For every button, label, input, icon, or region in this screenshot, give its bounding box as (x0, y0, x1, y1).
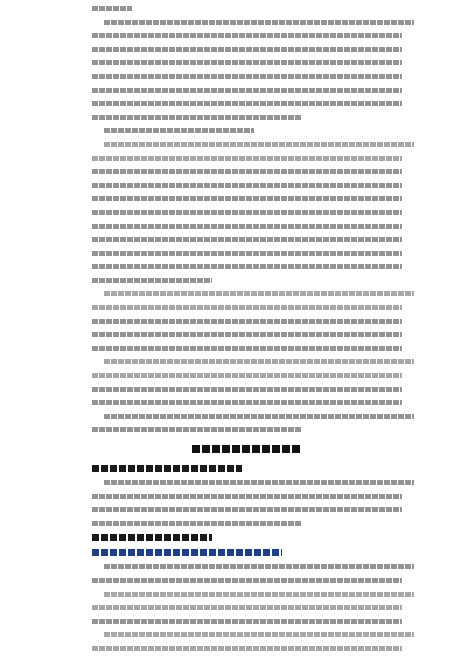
text-line (104, 291, 414, 296)
text-line (92, 101, 402, 106)
text-line (104, 20, 414, 25)
text-line (92, 237, 402, 242)
text-line (92, 224, 402, 229)
text-line (92, 74, 402, 79)
text-line (92, 88, 402, 93)
text-line (92, 278, 212, 283)
text-line (104, 414, 414, 419)
text-line (104, 480, 414, 485)
text-line (92, 183, 402, 188)
subheading (92, 465, 242, 472)
text-line (92, 494, 402, 499)
text-line (92, 319, 402, 324)
text-line (104, 128, 254, 133)
text-line (92, 60, 402, 65)
section-title-text (192, 445, 302, 453)
text-line (92, 427, 302, 432)
text-line (92, 332, 402, 337)
text-line (104, 359, 414, 364)
text-line (92, 605, 402, 610)
text-line (92, 346, 402, 351)
text-line (92, 6, 132, 11)
text-line (92, 578, 402, 583)
text-line (92, 210, 402, 215)
text-line (92, 264, 402, 269)
text-line (92, 646, 402, 651)
text-line (92, 507, 402, 512)
text-line (92, 619, 402, 624)
text-line (104, 564, 414, 569)
text-line (104, 592, 414, 597)
text-line (92, 196, 402, 201)
text-line (104, 632, 414, 637)
page-content (92, 6, 402, 660)
text-line (92, 305, 402, 310)
text-line (92, 169, 402, 174)
text-line (92, 521, 302, 526)
text-line (92, 33, 402, 38)
section-title (92, 441, 402, 455)
text-line (104, 142, 414, 147)
text-line (92, 47, 402, 52)
task-heading (92, 549, 282, 556)
subheading (92, 534, 212, 541)
text-line (92, 387, 402, 392)
text-line (92, 156, 402, 161)
text-line (92, 373, 402, 378)
text-line (92, 400, 402, 405)
text-line (92, 115, 302, 120)
text-line (92, 251, 402, 256)
